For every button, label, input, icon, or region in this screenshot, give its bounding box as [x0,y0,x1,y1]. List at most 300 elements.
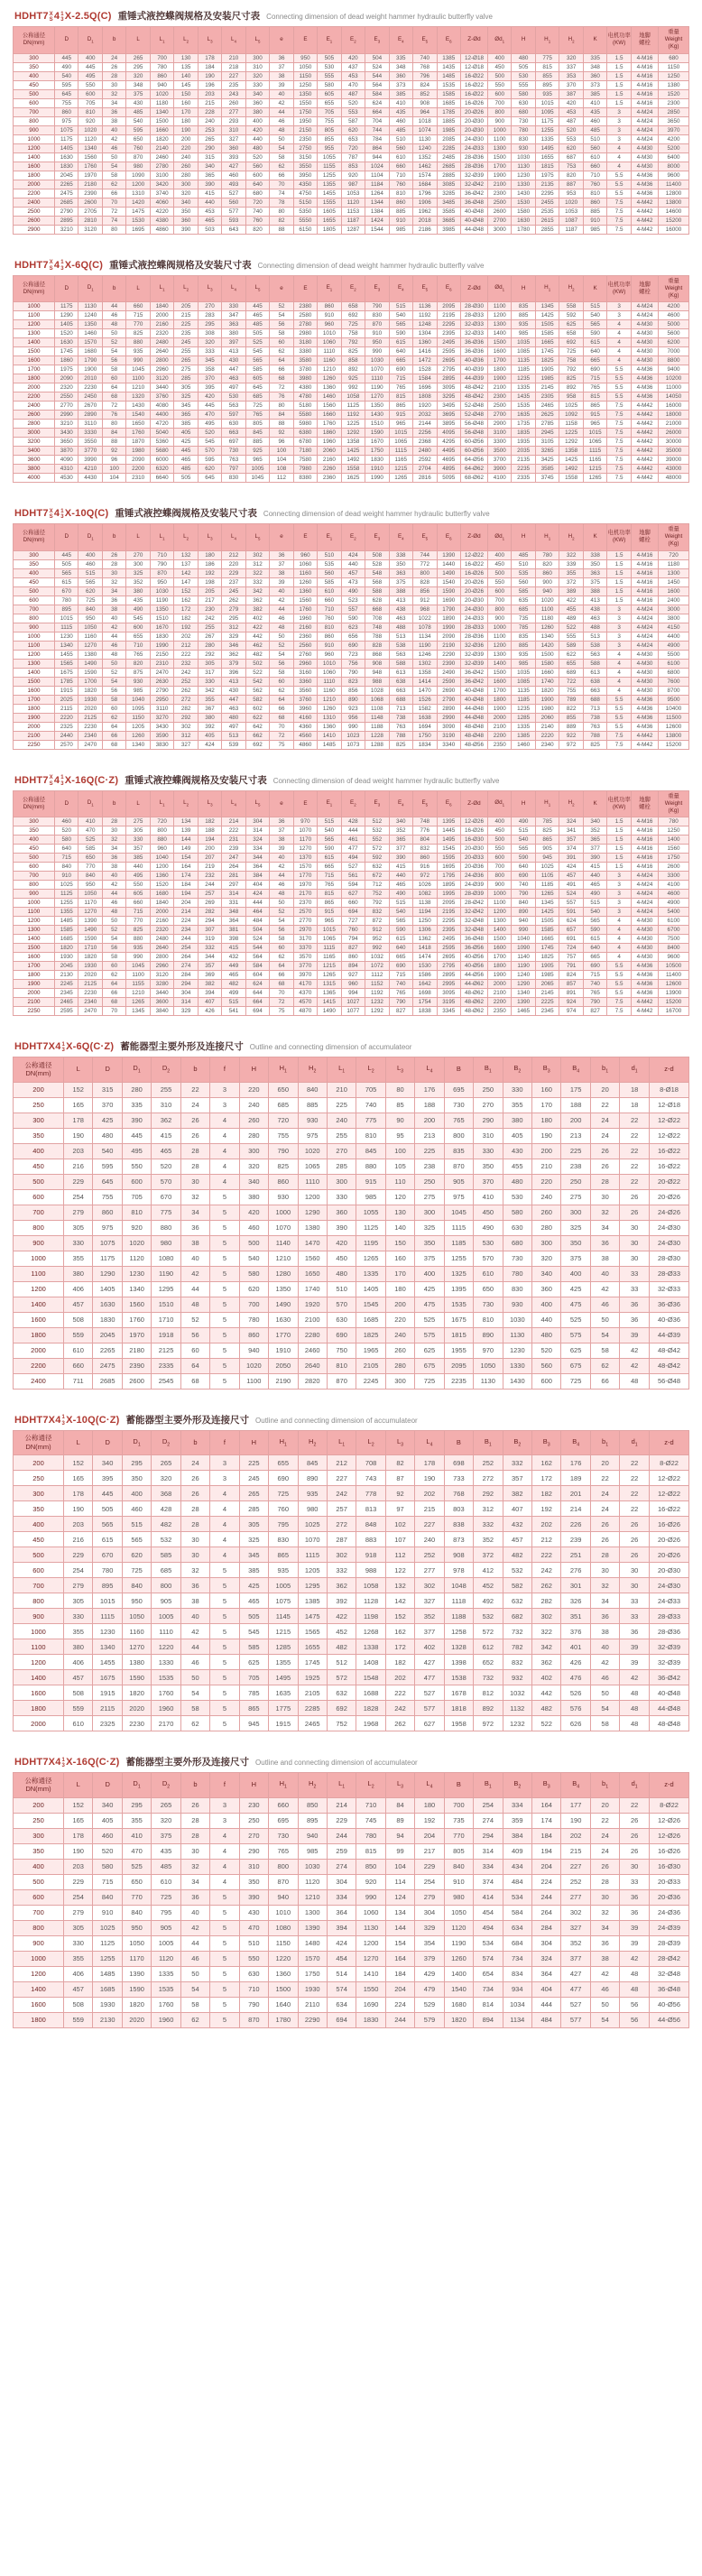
table-cell: 147 [174,577,198,586]
table-cell: 1990 [437,623,460,632]
table-cell: 3560 [293,686,317,695]
table-cell: 652 [474,1655,503,1670]
table-cell: 39 [620,1655,650,1670]
table-cell: 700 [487,98,511,107]
table-cell: 2180 [79,180,102,189]
table-cell: 1358 [559,447,583,456]
table-cell: 930 [269,1189,298,1205]
table-cell: 7600 [659,677,689,686]
table-cell: 460 [239,1220,268,1235]
table-cell: 705 [239,1670,268,1685]
table-cell: 30 [590,1889,619,1905]
table-cell: 58 [102,365,125,374]
table-cell: 634 [327,1997,356,2012]
table-cell: 473 [341,577,365,586]
table-cell: 287 [327,1532,356,1547]
table-cell: 465 [198,216,221,225]
column-header: $E_6$ [437,275,460,302]
table-cell: 4-M42 [632,998,659,1007]
table-cell: 960 [293,550,317,559]
table-cell: 615 [318,854,341,863]
table-cell: 5550 [293,216,317,225]
table-cell: 2480 [413,447,437,456]
table-cell: 80 [270,402,293,411]
table-cell: 1130 [79,302,102,311]
table-cell: 68 [270,713,293,722]
table-cell: 68 [180,1373,209,1389]
table-cell: 765 [389,383,412,392]
table-cell: 4360 [293,722,317,731]
table-cell: 1590 [79,935,102,944]
table-cell: 285 [239,1501,268,1517]
table-cell: 1760 [293,605,317,614]
table-cell: 4380 [150,216,173,225]
table-cell: 42 [620,1358,650,1373]
table-cell: 1290 [512,980,535,989]
table-cell: 755 [269,1128,298,1143]
table-cell: 335 [122,1097,151,1113]
table-cell: 500 [487,836,511,845]
table-cell: 1005 [152,1935,180,1951]
table-cell: 385 [174,420,198,429]
table-cell: 227 [222,71,245,80]
table-row [14,1639,689,1655]
column-header: $E_3$ [365,524,389,551]
table-cell: 780 [512,125,535,134]
table-cell: 1230 [122,1266,151,1281]
table-cell: 1500 [14,347,55,356]
table-cell: 36 [270,550,293,559]
table-cell: 580 [239,1266,268,1281]
table-cell: 515 [583,899,606,908]
table-cell: 56 [180,1327,209,1343]
table-cell: 4-M36 [632,392,659,402]
table-cell: 840 [512,899,535,908]
table-cell: 1470 [413,686,437,695]
table-cell: 12-Ø18 [460,53,487,62]
table-cell: 16-Ø26 [460,568,487,577]
table-cell: 188 [198,826,221,836]
table-title-cn: 蓄能器型主要外形及连接尺寸 [125,1414,250,1426]
table-cell: 1510 [150,614,173,623]
table-cell: 4-M24 [632,311,659,320]
table-cell: 985 [356,1189,385,1205]
table-cell: 26 [590,1517,619,1532]
table-cell: 1170 [79,899,102,908]
table-cell: 72 [270,998,293,1007]
table-cell: 2980 [293,329,317,338]
table-cell: 364 [245,863,269,872]
table-cell: 1.5 [607,817,632,826]
column-header: 地脚 螺栓 [632,524,659,551]
table-cell: 585 [79,845,102,854]
table-cell: 3 [607,605,632,614]
table-cell: 1475 [126,207,150,216]
table-cell: 628 [365,596,389,605]
table-cell: 428 [341,817,365,826]
table-cell: 922 [559,731,583,740]
table-row [14,998,689,1007]
table-cell: 965 [389,420,412,429]
table-cell: 810 [327,1358,356,1373]
table-cell: 1340 [122,1281,151,1297]
table-cell: 765 [583,383,606,392]
table-cell: 390 [583,854,606,863]
table-cell: 660 [126,899,150,908]
table-cell: 2760 [293,650,317,659]
table-cell: 310 [474,1128,503,1143]
table-cell: 203 [198,89,221,98]
table-cell: 1292 [365,1007,389,1016]
table-cell: 12600 [659,722,689,731]
table-cell: 692 [341,311,365,320]
table-cell: 1600 [14,1997,64,2012]
table-cell: 4-M16 [632,863,659,872]
table-cell: 660 [269,1797,298,1813]
table-cell: 354 [415,1935,444,1951]
table-cell: 5 [210,1655,239,1670]
table-cell: 300 [385,1373,414,1389]
table-cell: 713 [389,704,412,713]
table-cell: 300 [14,1486,64,1501]
table-title-en: Connecting dimension of dead weight hammer hydraulic butterfly valve [263,510,490,519]
table-cell: 675 [415,1358,444,1373]
table-cell: 1384 [365,207,389,216]
table-cell: 532 [365,826,389,836]
table-cell: 488 [583,623,606,632]
table-cell: 380 [503,1113,531,1128]
table-cell: 410 [389,98,412,107]
table-cell: 24 [102,53,125,62]
table-cell: 5 [210,1281,239,1297]
table-cell: 1870 [126,438,150,447]
table-cell: 222 [174,650,198,659]
table-cell: 11500 [659,713,689,722]
table-cell: 22 [620,1174,650,1189]
table-cell: 154 [385,1935,414,1951]
table-cell: 960 [318,650,341,659]
table-cell: 192 [198,568,221,577]
table-cell: 1975 [55,365,79,374]
table-cell: 1750 [659,854,689,863]
table-cell: 415 [198,189,221,198]
table-cell: 505 [245,329,269,338]
table-row [14,1189,689,1205]
table-cell: 892 [341,365,365,374]
table-cell: 2570 [55,740,79,749]
table-cell: 44 [180,1935,209,1951]
column-header: $E_6$ [437,27,460,54]
table-cell: 108 [270,465,293,474]
table-row [14,189,689,198]
table-cell: 1580 [535,659,559,668]
table-cell: 580 [318,80,341,89]
table-cell: 644 [245,989,269,998]
table-cell: 430 [503,1143,531,1159]
table-cell: 4-M16 [632,586,659,596]
table-cell: 539 [222,740,245,749]
table-cell: 570 [152,1174,180,1189]
table-cell: 778 [356,1486,385,1501]
table-cell: 850 [356,1859,385,1874]
table-cell: 415 [222,944,245,953]
table-cell: 3870 [55,447,79,456]
table-cell: 792 [559,365,583,374]
table-cell: 450 [14,80,55,89]
column-header: $H_1$ [269,1773,298,1798]
table-cell: 422 [327,1609,356,1624]
table-cell: 950 [79,614,102,623]
table-cell: 297 [222,881,245,890]
table-cell: 1075 [93,1235,122,1251]
table-cell: 3440 [150,989,173,998]
table-cell: 4870 [293,1007,317,1016]
table-cell: 66 [270,171,293,180]
table-cell: 350 [14,1128,64,1143]
table-cell: 1818 [444,1701,473,1716]
table-cell: 1685 [437,98,460,107]
table-cell: 593 [222,216,245,225]
table-cell: 4 [607,143,632,152]
table-cell: 294 [174,980,198,989]
table-cell: 332 [327,1563,356,1578]
table-cell: 972 [559,740,583,749]
table-cell: 3760 [293,695,317,704]
table-cell: 992 [341,383,365,392]
table-cell: 178 [198,53,221,62]
table-cell: 262 [385,1716,414,1731]
table-cell: 56 [270,320,293,329]
table-cell: 1040 [150,854,173,863]
table-cell: 251 [561,1547,590,1563]
table-cell: 1418 [413,944,437,953]
table-cell: 285 [327,1159,356,1174]
table-cell: 351 [561,1609,590,1624]
table-cell: 48-Ø62 [460,1007,487,1016]
table-cell: 36 [180,1220,209,1235]
table-cell: 3 [607,899,632,908]
table-cell: 1785 [55,677,79,686]
table-cell: 1100 [126,971,150,980]
table-cell: 689 [559,668,583,677]
table-cell: 770 [126,917,150,926]
table-cell: 331 [222,899,245,908]
table-cell: 7.5 [607,225,632,234]
table-cell: 322 [559,550,583,559]
table-cell: 495 [79,71,102,80]
table-cell: 522 [559,623,583,632]
table-cell: 3285 [437,189,460,198]
table-cell: 1200 [487,641,511,650]
column-header: $b_1$ [590,1773,619,1798]
table-cell: 442 [245,632,269,641]
table-cell: 744 [413,550,437,559]
table-cell: 824 [559,971,583,980]
table-cell: 364 [327,1905,356,1920]
table-cell: 1200 [150,863,173,872]
table-cell: 1600 [487,677,511,686]
column-header: K [583,27,606,54]
table-cell: 62 [270,686,293,695]
table-cell: 54 [102,347,125,356]
table-cell: 68 [102,392,125,402]
table-cell: 1600 [659,586,689,596]
table-cell: 1260 [126,731,150,740]
table-cell: 434 [503,1859,531,1874]
table-cell: 2300 [487,392,511,402]
table-cell: 3110 [150,704,173,713]
table-cell: 3110 [79,420,102,429]
table-cell: 2300 [659,98,689,107]
table-cell: 369 [198,971,221,980]
spec-table-section-4 [13,773,689,1017]
column-header: $L_4$ [222,790,245,817]
table-cell: 302 [532,1609,561,1624]
table-cell: 1830 [55,162,79,171]
table-cell: 150 [174,89,198,98]
table-cell: 1000 [269,1205,298,1220]
table-cell: 2615 [535,216,559,225]
table-cell: 1105 [535,872,559,881]
table-cell: 1800 [14,1327,64,1343]
table-cell: 2335 [512,474,535,483]
table-row [14,1951,689,1966]
table-cell: 1185 [512,695,535,704]
table-cell: 1125 [356,1220,385,1235]
table-cell: 4 [607,926,632,935]
table-cell: 270 [474,1097,503,1113]
table-cell: 4-M24 [632,890,659,899]
table-cell: 48-Ø62 [460,989,487,998]
table-cell: 237 [222,577,245,586]
table-cell: 32 [180,1859,209,1874]
table-cell: 202 [415,1486,444,1501]
table-cell: 2250 [14,740,55,749]
table-cell: 1585 [55,926,79,935]
table-cell: 535 [318,559,341,568]
table-cell: 3 [607,881,632,890]
table-cell: 192 [174,623,198,632]
table-cell: 2110 [298,1997,327,2012]
table-cell: 132 [174,550,198,559]
table-cell: 730 [269,1828,298,1843]
table-cell: 687 [559,152,583,162]
table-cell: 565 [318,836,341,845]
table-cell: 865 [389,402,412,411]
table-cell: 8-Ø22 [650,1797,689,1813]
column-header: $D_1$ [122,1773,151,1798]
table-cell: 8-Ø22 [650,1455,689,1471]
table-cell: 1210 [298,1889,327,1905]
table-cell: 1416 [413,347,437,356]
table-cell: 1472 [413,356,437,365]
table-cell: 985 [298,1843,327,1859]
table-row [14,429,689,438]
table-cell: 235 [174,329,198,338]
table-cell: 357 [198,962,221,971]
table-cell: 1585 [437,89,460,98]
table-cell: 48 [102,320,125,329]
table-cell: 149 [174,845,198,854]
table-row [14,1813,689,1828]
table-cell: 2495 [437,338,460,347]
table-cell: 1638 [413,713,437,722]
table-cell: 814 [474,1997,503,2012]
table-cell: 15200 [659,216,689,225]
table-cell: 447 [222,695,245,704]
table-cell: 600 [14,1563,64,1578]
column-header: $L_2$ [356,1430,385,1455]
table-row [14,62,689,71]
table-cell: 338 [583,550,606,559]
table-cell: 104 [102,474,125,483]
table-cell: 2320 [150,926,173,935]
table-cell: 1304 [413,329,437,338]
table-cell: 84 [385,1797,414,1813]
column-header: e [270,275,293,302]
table-cell: 7.5 [607,998,632,1007]
table-cell: 1128 [356,1593,385,1609]
table-cell: 12-Ø26 [650,1813,689,1828]
table-cell: 413 [583,596,606,605]
table-cell: 402 [245,614,269,623]
table-cell: 692 [245,740,269,749]
table-cell: 301 [561,1578,590,1593]
table-cell: 1080 [152,1251,180,1266]
table-cell: 590 [389,329,412,338]
table-cell: 4380 [293,383,317,392]
table-cell: 370 [198,374,221,383]
table-cell: 985 [583,225,606,234]
table-cell: 565 [389,917,412,926]
table-cell: 406 [64,1655,93,1670]
table-cell: 482 [532,1701,561,1716]
table-cell: 375 [561,1251,590,1266]
table-cell: 711 [64,1373,93,1389]
table-row [14,989,689,998]
column-header: $D_1$ [79,275,102,302]
table-cell: 66 [102,189,125,198]
table-cell: 910 [318,641,341,650]
table-cell: 1550 [293,98,317,107]
table-cell: 180 [198,550,221,559]
table-cell: 790 [389,998,412,1007]
table-cell: 28 [102,71,125,80]
table-cell: 490 [126,605,150,614]
table-cell: 2390 [437,659,460,668]
table-cell: 5 [210,1251,239,1266]
table-cell: 48 [620,1685,650,1701]
table-cell: 44 [102,890,125,899]
table-cell: 970 [293,817,317,826]
table-cell: 540 [93,1143,122,1159]
table-cell: 215 [415,1501,444,1517]
table-cell: 1000 [14,899,55,908]
table-title [14,1413,689,1426]
table-row [14,1128,689,1143]
table-cell: 1.5 [607,71,632,80]
table-cell: 325 [239,1532,268,1547]
table-cell: 1590 [122,1670,151,1685]
table-cell: 28-Ø39 [460,890,487,899]
table-cell: 763 [583,722,606,731]
table-cell: 990 [365,347,389,356]
table-cell: 42 [590,1281,619,1297]
table-cell: 89 [385,1813,414,1828]
table-cell: 463 [222,704,245,713]
table-cell: 400 [487,817,511,826]
table-cell: 36-Ø42 [460,189,487,198]
